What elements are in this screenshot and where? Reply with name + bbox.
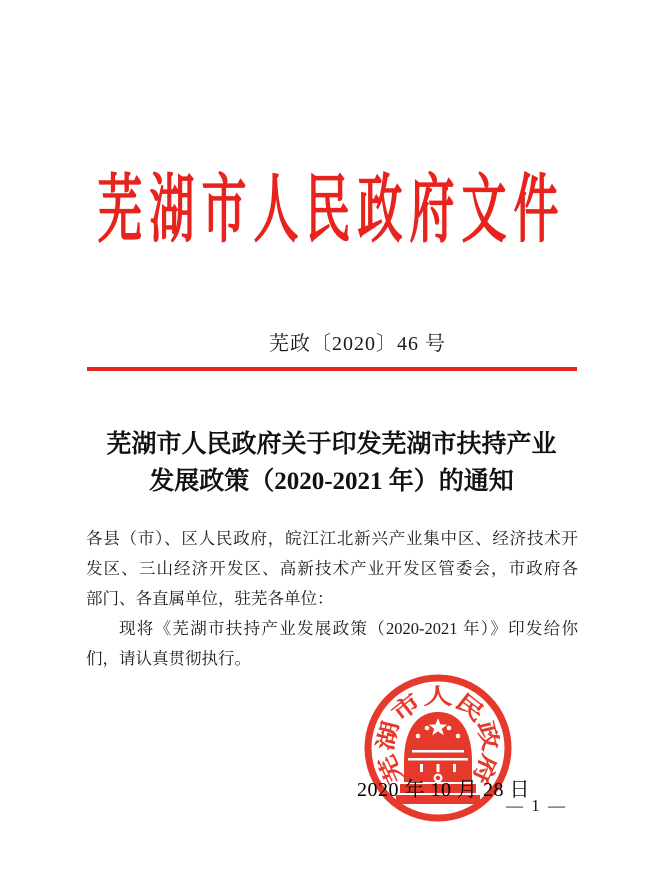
body-text xyxy=(86,524,578,674)
body-line: 现将《芜湖市扶持产业发展政策（2020-2021 年）》印发给你 xyxy=(119,619,578,638)
red-header-title: 芜湖市人民政府文件 xyxy=(97,169,566,252)
body-line: 部门、各直属单位，驻芜各单位： xyxy=(86,589,334,608)
body-line: 各县（市）、区人民政府，皖江江北新兴产业集中区、经济技术开 xyxy=(86,529,578,548)
issue-date: 2020 年 10 月 28 日 xyxy=(357,779,530,801)
body-line: 们，请认真贯彻执行。 xyxy=(86,649,251,668)
notice-title xyxy=(0,426,663,500)
notice-title-line2: 发展政策（2020-2021 年）的通知 xyxy=(149,468,514,495)
doc-number: 芜政〔2020〕46 号 xyxy=(269,333,446,355)
seal-text: 芜湖市人民政府 xyxy=(372,683,503,788)
red-separator-line xyxy=(87,367,577,371)
body-line: 发区、三山经济开发区、高新技术产业开发区管委会，市政府各 xyxy=(86,559,578,578)
page-number: — 1 — xyxy=(506,796,567,815)
notice-title-line1: 芜湖市人民政府关于印发芜湖市扶持产业 xyxy=(106,431,557,458)
